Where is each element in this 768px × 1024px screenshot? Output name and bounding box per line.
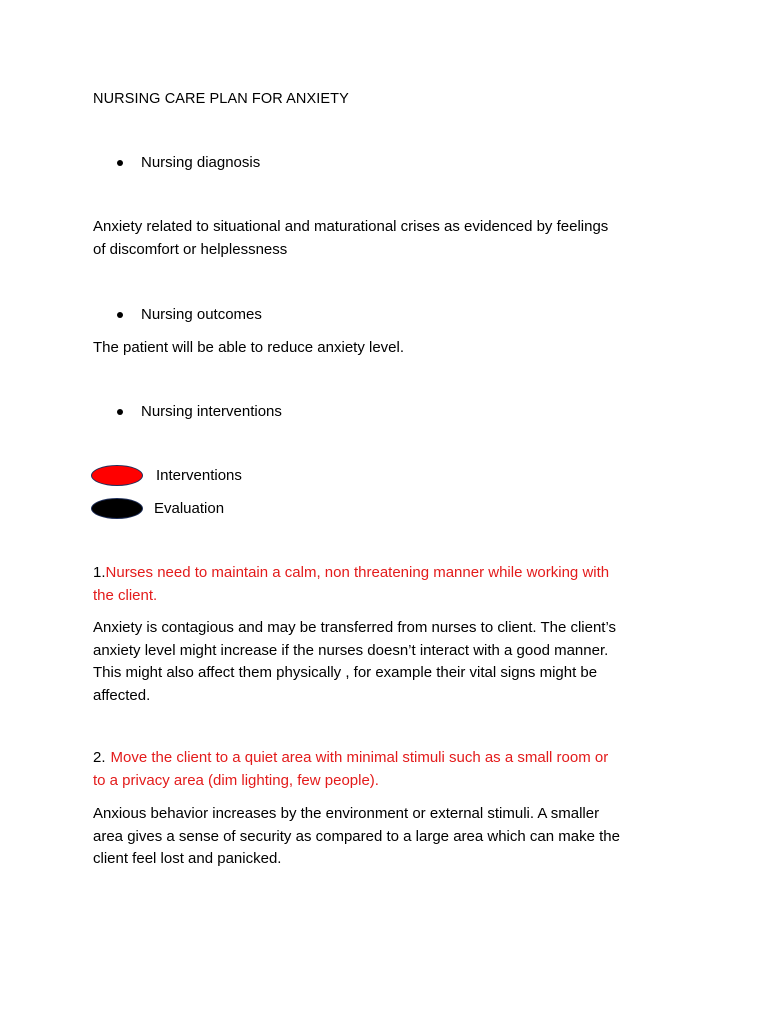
outcomes-line: The patient will be able to reduce anxiety level. (93, 339, 405, 356)
intervention-2-line-2: to a privacy area (dim lighting, few people). (93, 771, 379, 789)
bullet-nursing-diagnosis (117, 154, 260, 171)
intervention-1-number: 1. (93, 564, 106, 581)
intervention-1-line-2: the client. (93, 586, 158, 604)
legend-item-interventions (91, 465, 242, 486)
legend-label-interventions: Interventions (156, 467, 242, 484)
legend-label-evaluation: Evaluation (154, 500, 225, 517)
bullet-icon (117, 160, 123, 166)
bullet-nursing-outcomes (117, 306, 262, 323)
red-oval-icon (91, 465, 143, 486)
diagnosis-paragraph (93, 216, 683, 261)
intervention-2-text: Move the client to a quiet area with minimal stimuli such as a small room or (110, 749, 609, 766)
evaluation-1-line-1: Anxiety is contagious and may be transferred from nurses to client. The client’s (93, 619, 617, 636)
evaluation-1-line-2: anxiety level might increase if the nurses doesn’t interact with a good manner. (93, 641, 609, 659)
intervention-2-number: 2. (93, 749, 106, 766)
evaluation-1-line-3: This might also affect them physically , for example their vital signs might be (93, 664, 598, 681)
bullet-nursing-interventions (117, 403, 282, 420)
evaluation-2-line-3: client feel lost and panicked. (93, 850, 282, 867)
intervention-1 (93, 562, 683, 607)
evaluation-2-line-2: area gives a sense of security as compared to a large area which can make the (93, 827, 620, 845)
outcomes-heading: Nursing outcomes (141, 306, 262, 323)
black-oval-icon (91, 498, 143, 519)
intervention-2 (93, 747, 683, 792)
diagnosis-heading: Nursing diagnosis (141, 154, 261, 171)
evaluation-1 (93, 617, 683, 707)
bullet-icon (117, 409, 123, 415)
intervention-1-text: Nurses need to maintain a calm, non threatening manner while working with (105, 564, 610, 581)
intervention-2-line-1 (93, 747, 683, 770)
evaluation-1-line-4: affected. (93, 686, 151, 704)
interventions-heading: Nursing interventions (141, 403, 282, 420)
intervention-1-line-1 (93, 562, 683, 585)
evaluation-2-line-1: Anxious behavior increases by the environment or external stimuli. A smaller (93, 805, 600, 822)
outcomes-paragraph (93, 337, 683, 360)
bullet-icon (117, 312, 123, 318)
evaluation-2 (93, 803, 683, 871)
diagnosis-line-1: Anxiety related to situational and maturational crises as evidenced by feelings (93, 218, 609, 235)
diagnosis-line-2: of discomfort or helplessness (93, 240, 288, 258)
document-title: NURSING CARE PLAN FOR ANXIETY (93, 91, 349, 107)
legend-item-evaluation (91, 498, 224, 519)
